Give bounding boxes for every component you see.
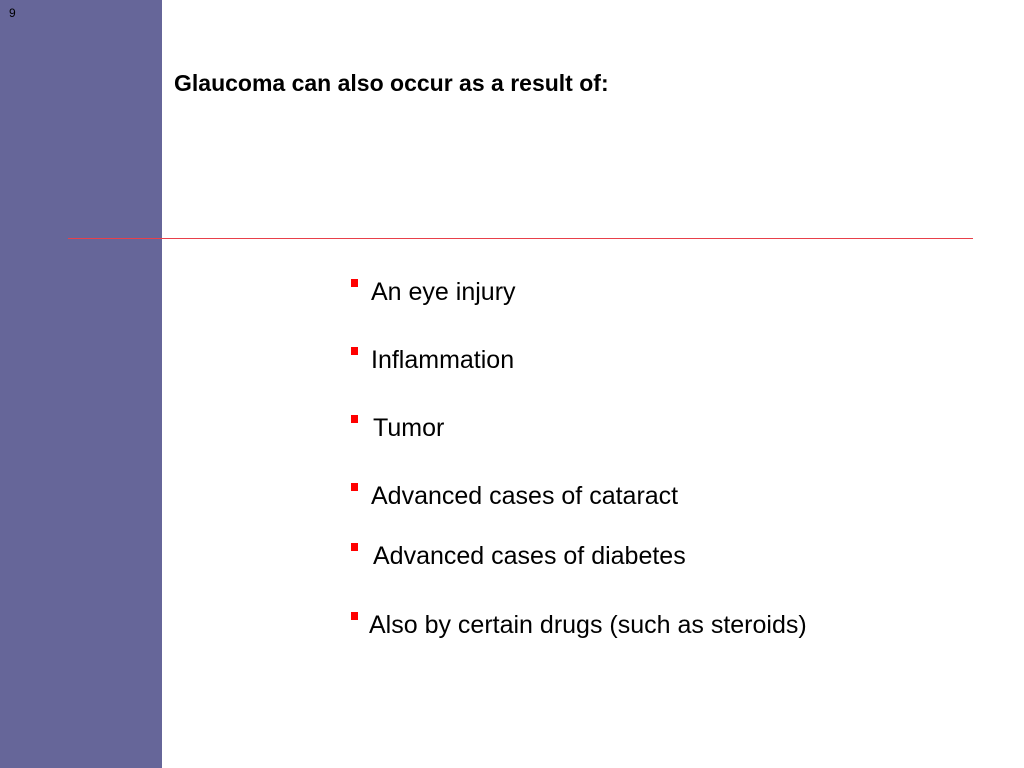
square-bullet-icon xyxy=(351,612,358,620)
bullet-item xyxy=(351,610,807,640)
bullet-item xyxy=(351,277,516,307)
bullet-text: Advanced cases of cataract xyxy=(371,482,679,510)
bullet-item xyxy=(351,541,686,571)
slide-title: Glaucoma can also occur as a result of: xyxy=(174,70,609,96)
square-bullet-icon xyxy=(351,279,358,287)
bullet-text: Also by certain drugs (such as steroids) xyxy=(369,611,807,639)
bullet-text: An eye injury xyxy=(371,278,516,306)
square-bullet-icon xyxy=(351,347,358,355)
slide-number: 9 xyxy=(9,6,16,20)
square-bullet-icon xyxy=(351,483,358,491)
bullet-text: Inflammation xyxy=(371,346,515,374)
bullet-item xyxy=(351,345,514,375)
square-bullet-icon xyxy=(351,543,358,551)
bullet-item xyxy=(351,481,678,511)
square-bullet-icon xyxy=(351,415,358,423)
bullet-item xyxy=(351,413,444,443)
bullet-text: Advanced cases of diabetes xyxy=(373,542,686,570)
bullet-text: Tumor xyxy=(373,414,445,442)
